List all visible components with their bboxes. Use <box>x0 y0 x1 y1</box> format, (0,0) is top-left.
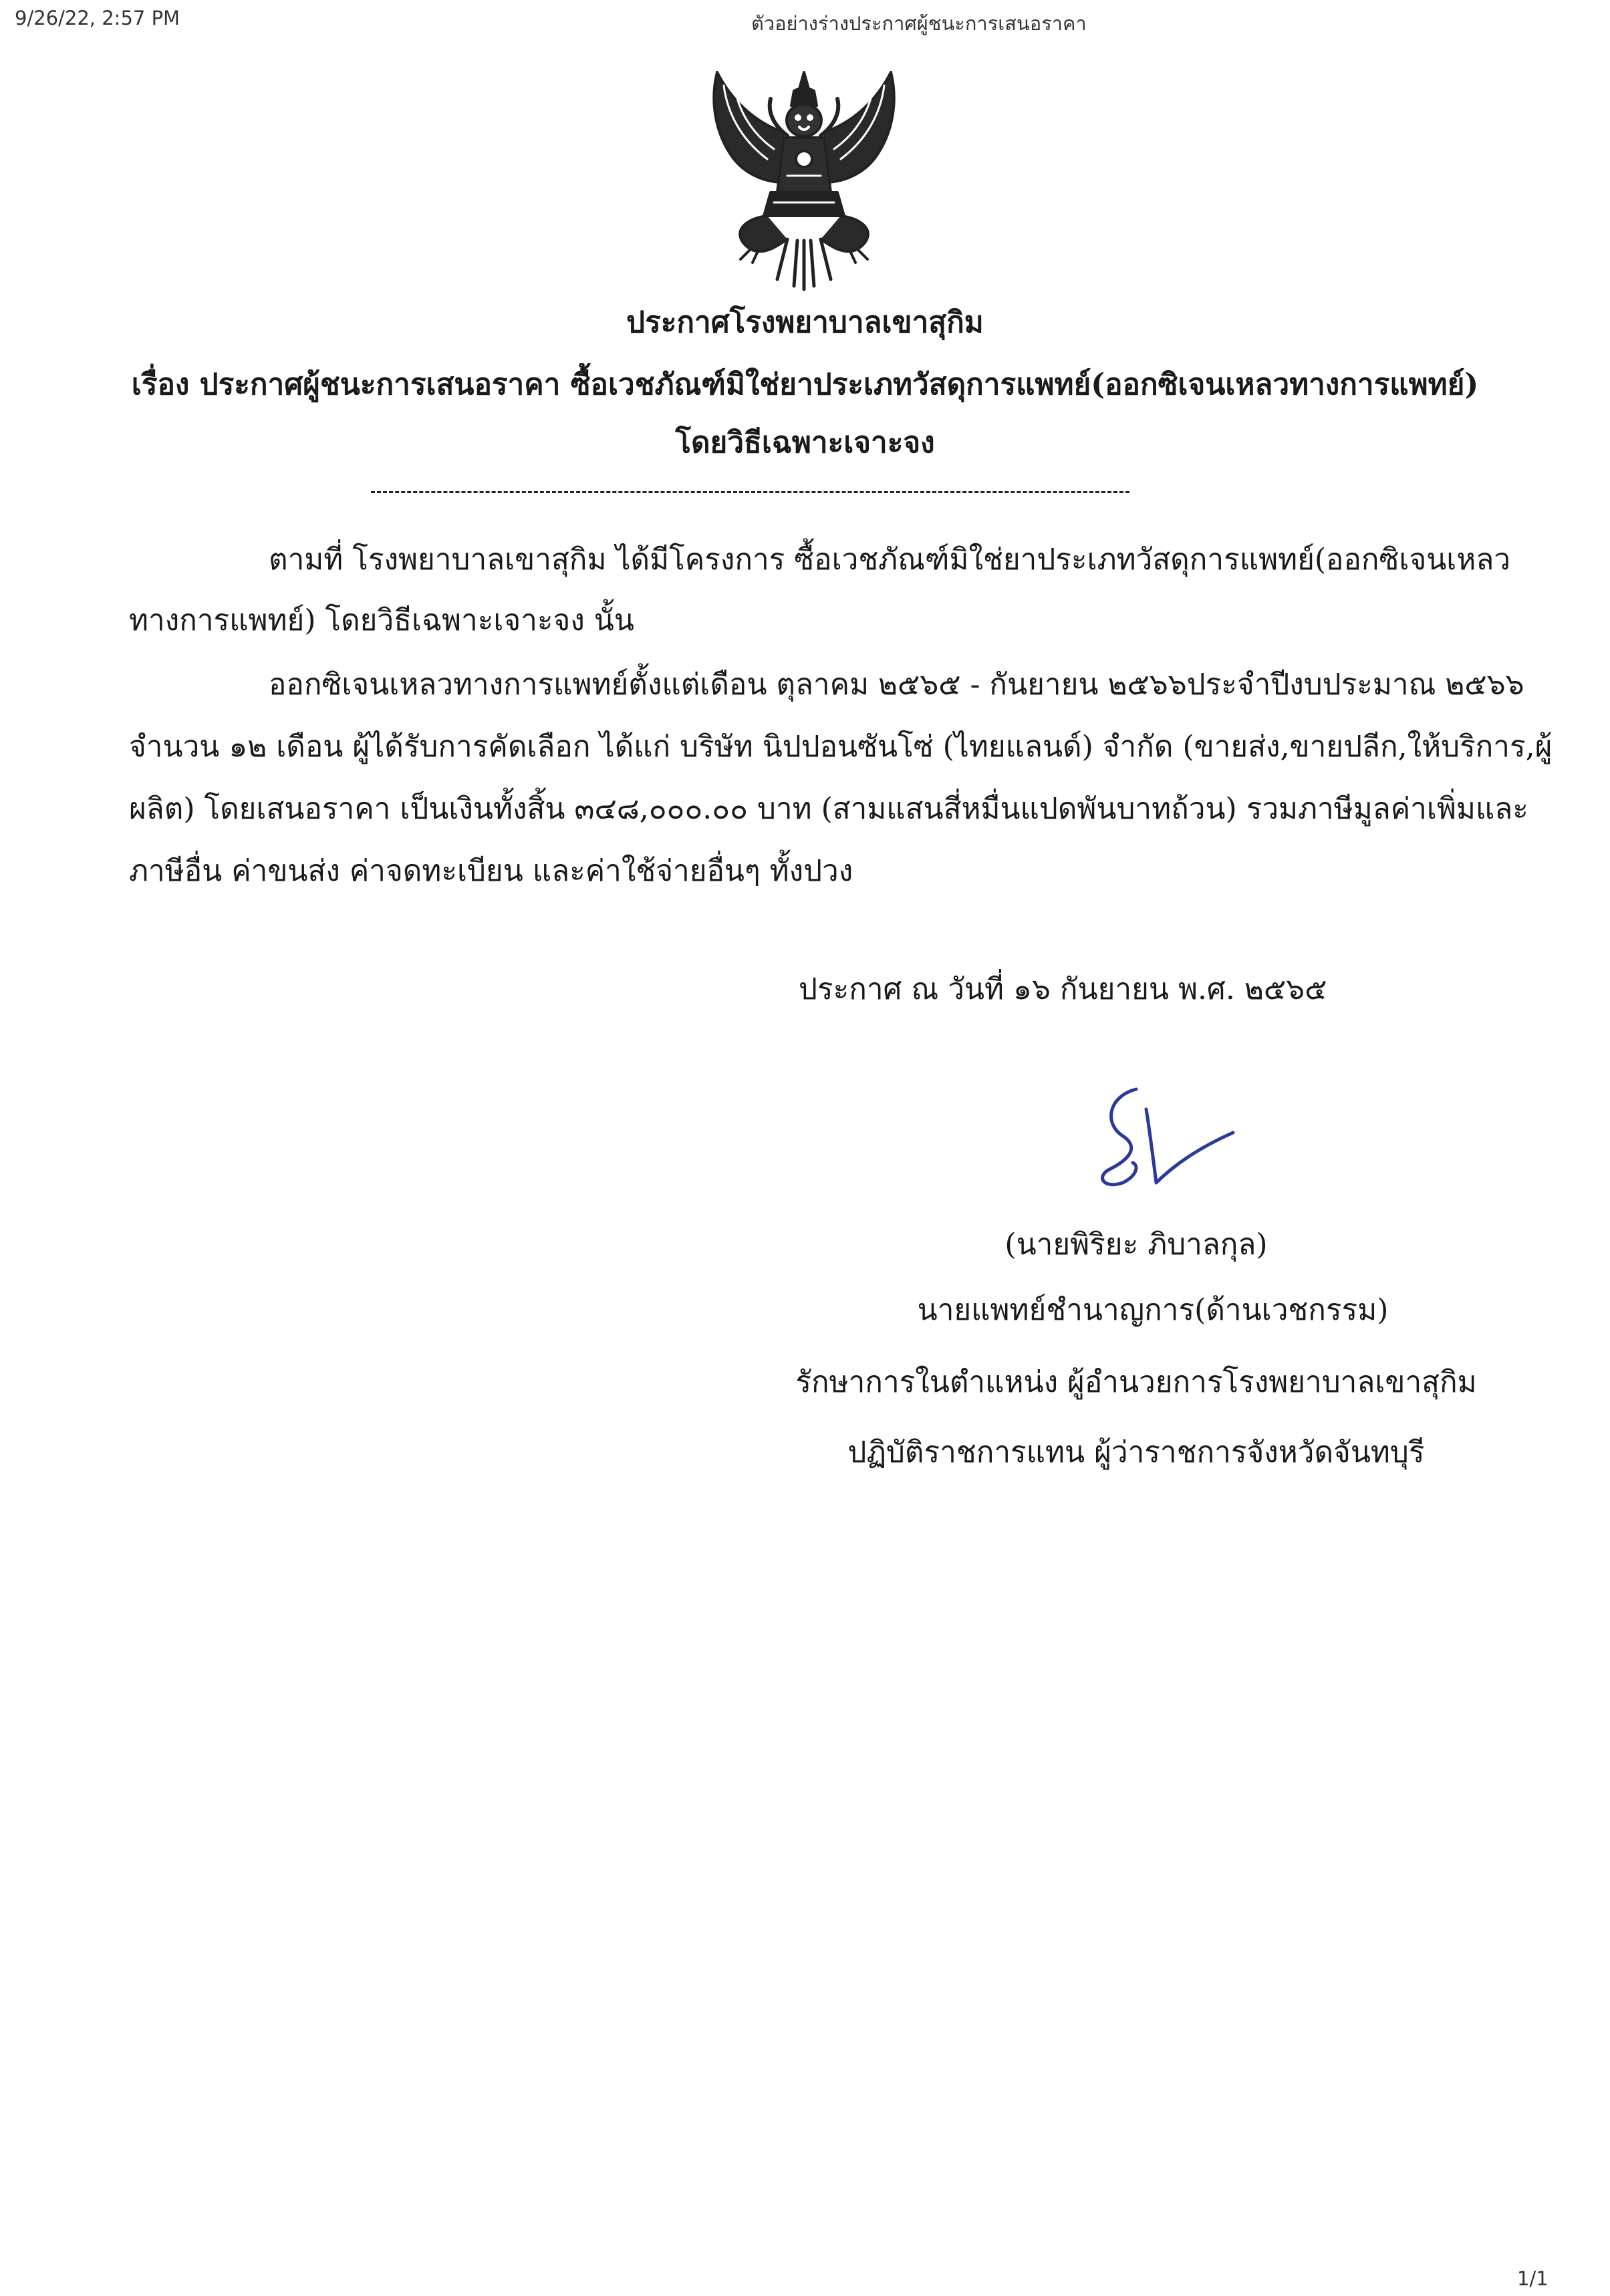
signer-position: นายแพทย์ชำนาญการ(ด้านเวชกรรม) <box>917 1293 1389 1327</box>
signer-on-behalf: ปฏิบัติราชการแทน ผู้ว่าราชการจังหวัดจันทบุรี <box>847 1435 1425 1469</box>
paragraph-2-line-1: ออกซิเจนเหลวทางการแพทย์ตั้งแต่เดือน ตุลาคม ๒๕๖๕ - กันยายน ๒๕๖๖ประจำปีงบประมาณ ๒๕๖๖ <box>269 668 1524 702</box>
announcement-subject: เรื่อง ประกาศผู้ชนะการเสนอราคา ซื้อเวชภัณฑ์มิใช่ยาประเภทวัสดุการแพทย์(ออกซิเจนเหลวทางการแพทย์) <box>131 368 1479 402</box>
announcement-title: ประกาศโรงพยาบาลเขาสุกิม <box>626 305 984 339</box>
print-datetime: 9/26/22, 2:57 PM <box>15 7 180 29</box>
dashed-divider <box>371 491 1129 493</box>
paragraph-2-line-3: ผลิต) โดยเสนอราคา เป็นเงินทั้งสิ้น ๓๔๘,๐๐๐.๐๐ บาท (สามแสนสี่หมื่นแปดพันบาทถ้วน) รวมภาษีมูลค่าเพิ่มและ <box>129 792 1528 826</box>
page-number: 1/1 <box>1517 2267 1549 2290</box>
paragraph-2-line-2: จำนวน ๑๒ เดือน ผู้ได้รับการคัดเลือก ได้แก่ บริษัท นิปปอนซันโซ่ (ไทยแลนด์) จำกัด (ขายส่ง,ขายปลีก,ให้บริการ,ผู้ <box>129 730 1553 764</box>
signer-name: (นายพิริยะ ภิบาลกุล) <box>1004 1228 1268 1262</box>
procurement-method: โดยวิธีเฉพาะเจาะจง <box>675 426 935 460</box>
handwritten-signature <box>1083 1083 1236 1189</box>
garuda-emblem-icon <box>694 59 914 293</box>
announcement-date: ประกาศ ณ วันที่ ๑๖ กันยายน พ.ศ. ๒๕๖๕ <box>799 972 1327 1006</box>
paragraph-1-line-1: ตามที่ โรงพยาบาลเขาสุกิม ได้มีโครงการ ซื้อเวชภัณฑ์มิใช่ยาประเภทวัสดุการแพทย์(ออกซิเจนเหลว <box>269 543 1511 577</box>
paragraph-1-line-2: ทางการแพทย์) โดยวิธีเฉพาะเจาะจง นั้น <box>129 603 634 637</box>
print-document-title: ตัวอย่างร่างประกาศผู้ชนะการเสนอราคา <box>751 12 1087 35</box>
signer-acting-role: รักษาการในตำแหน่ง ผู้อำนวยการโรงพยาบาลเขาสุกิม <box>795 1365 1477 1399</box>
paragraph-2-line-4: ภาษีอื่น ค่าขนส่ง ค่าจดทะเบียน และค่าใช้จ่ายอื่นๆ ทั้งปวง <box>129 854 853 888</box>
